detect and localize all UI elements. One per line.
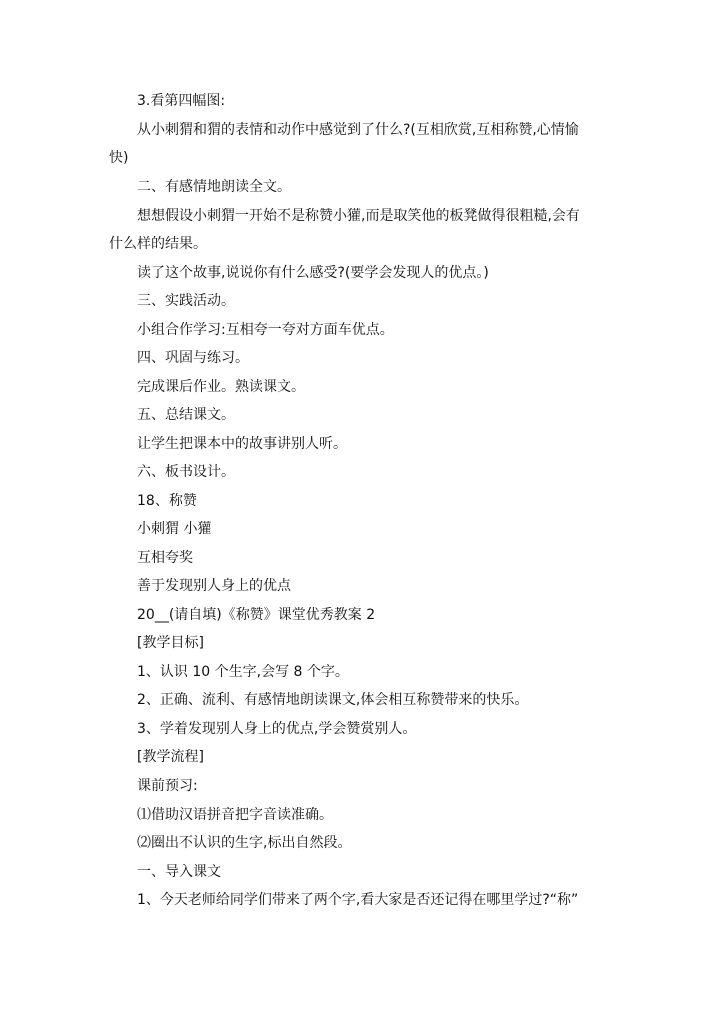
document-line: ⑴借助汉语拼音把字音读准确。 <box>137 807 333 823</box>
document-line: 六、板书设计。 <box>137 464 235 480</box>
document-line: 让学生把课本中的故事讲别人听。 <box>137 436 347 452</box>
document-line: 一、导入课文 <box>137 864 221 880</box>
document-line: 三、实践活动。 <box>137 293 235 309</box>
document-line: 善于发现别人身上的优点 <box>137 578 291 594</box>
document-line: 四、巩固与练习。 <box>137 350 249 366</box>
document-line: 读了这个故事,说说你有什么感受?(要学会发现人的优点。) <box>137 265 489 281</box>
document-line: 什么样的结果。 <box>109 236 207 252</box>
document-line: 3、学着发现别人身上的优点,学会赞赏别人。 <box>137 721 417 737</box>
document-line: 课前预习: <box>137 778 198 794</box>
document-line: 18、称赞 <box>137 493 197 509</box>
document-line: 五、总结课文。 <box>137 407 235 423</box>
document-line: 从小刺猬和猬的表情和动作中感觉到了什么?(互相欣赏,互相称赞,心情愉 <box>137 122 579 138</box>
document-line: 1、认识 10 个生字,会写 8 个字。 <box>137 664 349 680</box>
document-line: 20__(请自填)《称赞》课堂优秀教案 2 <box>137 607 376 623</box>
document-line: 小组合作学习:互相夸一夸对方面车优点。 <box>137 322 394 338</box>
document-line: 完成课后作业。熟读课文。 <box>137 379 305 395</box>
document-line: 想想假设小刺猬一开始不是称赞小獾,而是取笑他的板凳做得很粗糙,会有 <box>137 208 580 224</box>
document-line: [教学流程] <box>137 749 204 765</box>
document-line: 二、有感情地朗读全文。 <box>137 179 291 195</box>
document-line: 快) <box>109 150 129 166</box>
document-line: ⑵圈出不认识的生字,标出自然段。 <box>137 835 352 851</box>
document-line: 互相夸奖 <box>137 550 193 566</box>
document-line: 3.看第四幅图: <box>137 93 226 109</box>
document-line: [教学目标] <box>137 635 204 651</box>
document-line: 2、正确、流利、有感情地朗读课文,体会相互称赞带来的快乐。 <box>137 692 529 708</box>
document-line: 1、今天老师给同学们带来了两个字,看大家是否还记得在哪里学过?“称” <box>137 892 579 908</box>
document-line: 小刺猬 小獾 <box>137 521 212 537</box>
